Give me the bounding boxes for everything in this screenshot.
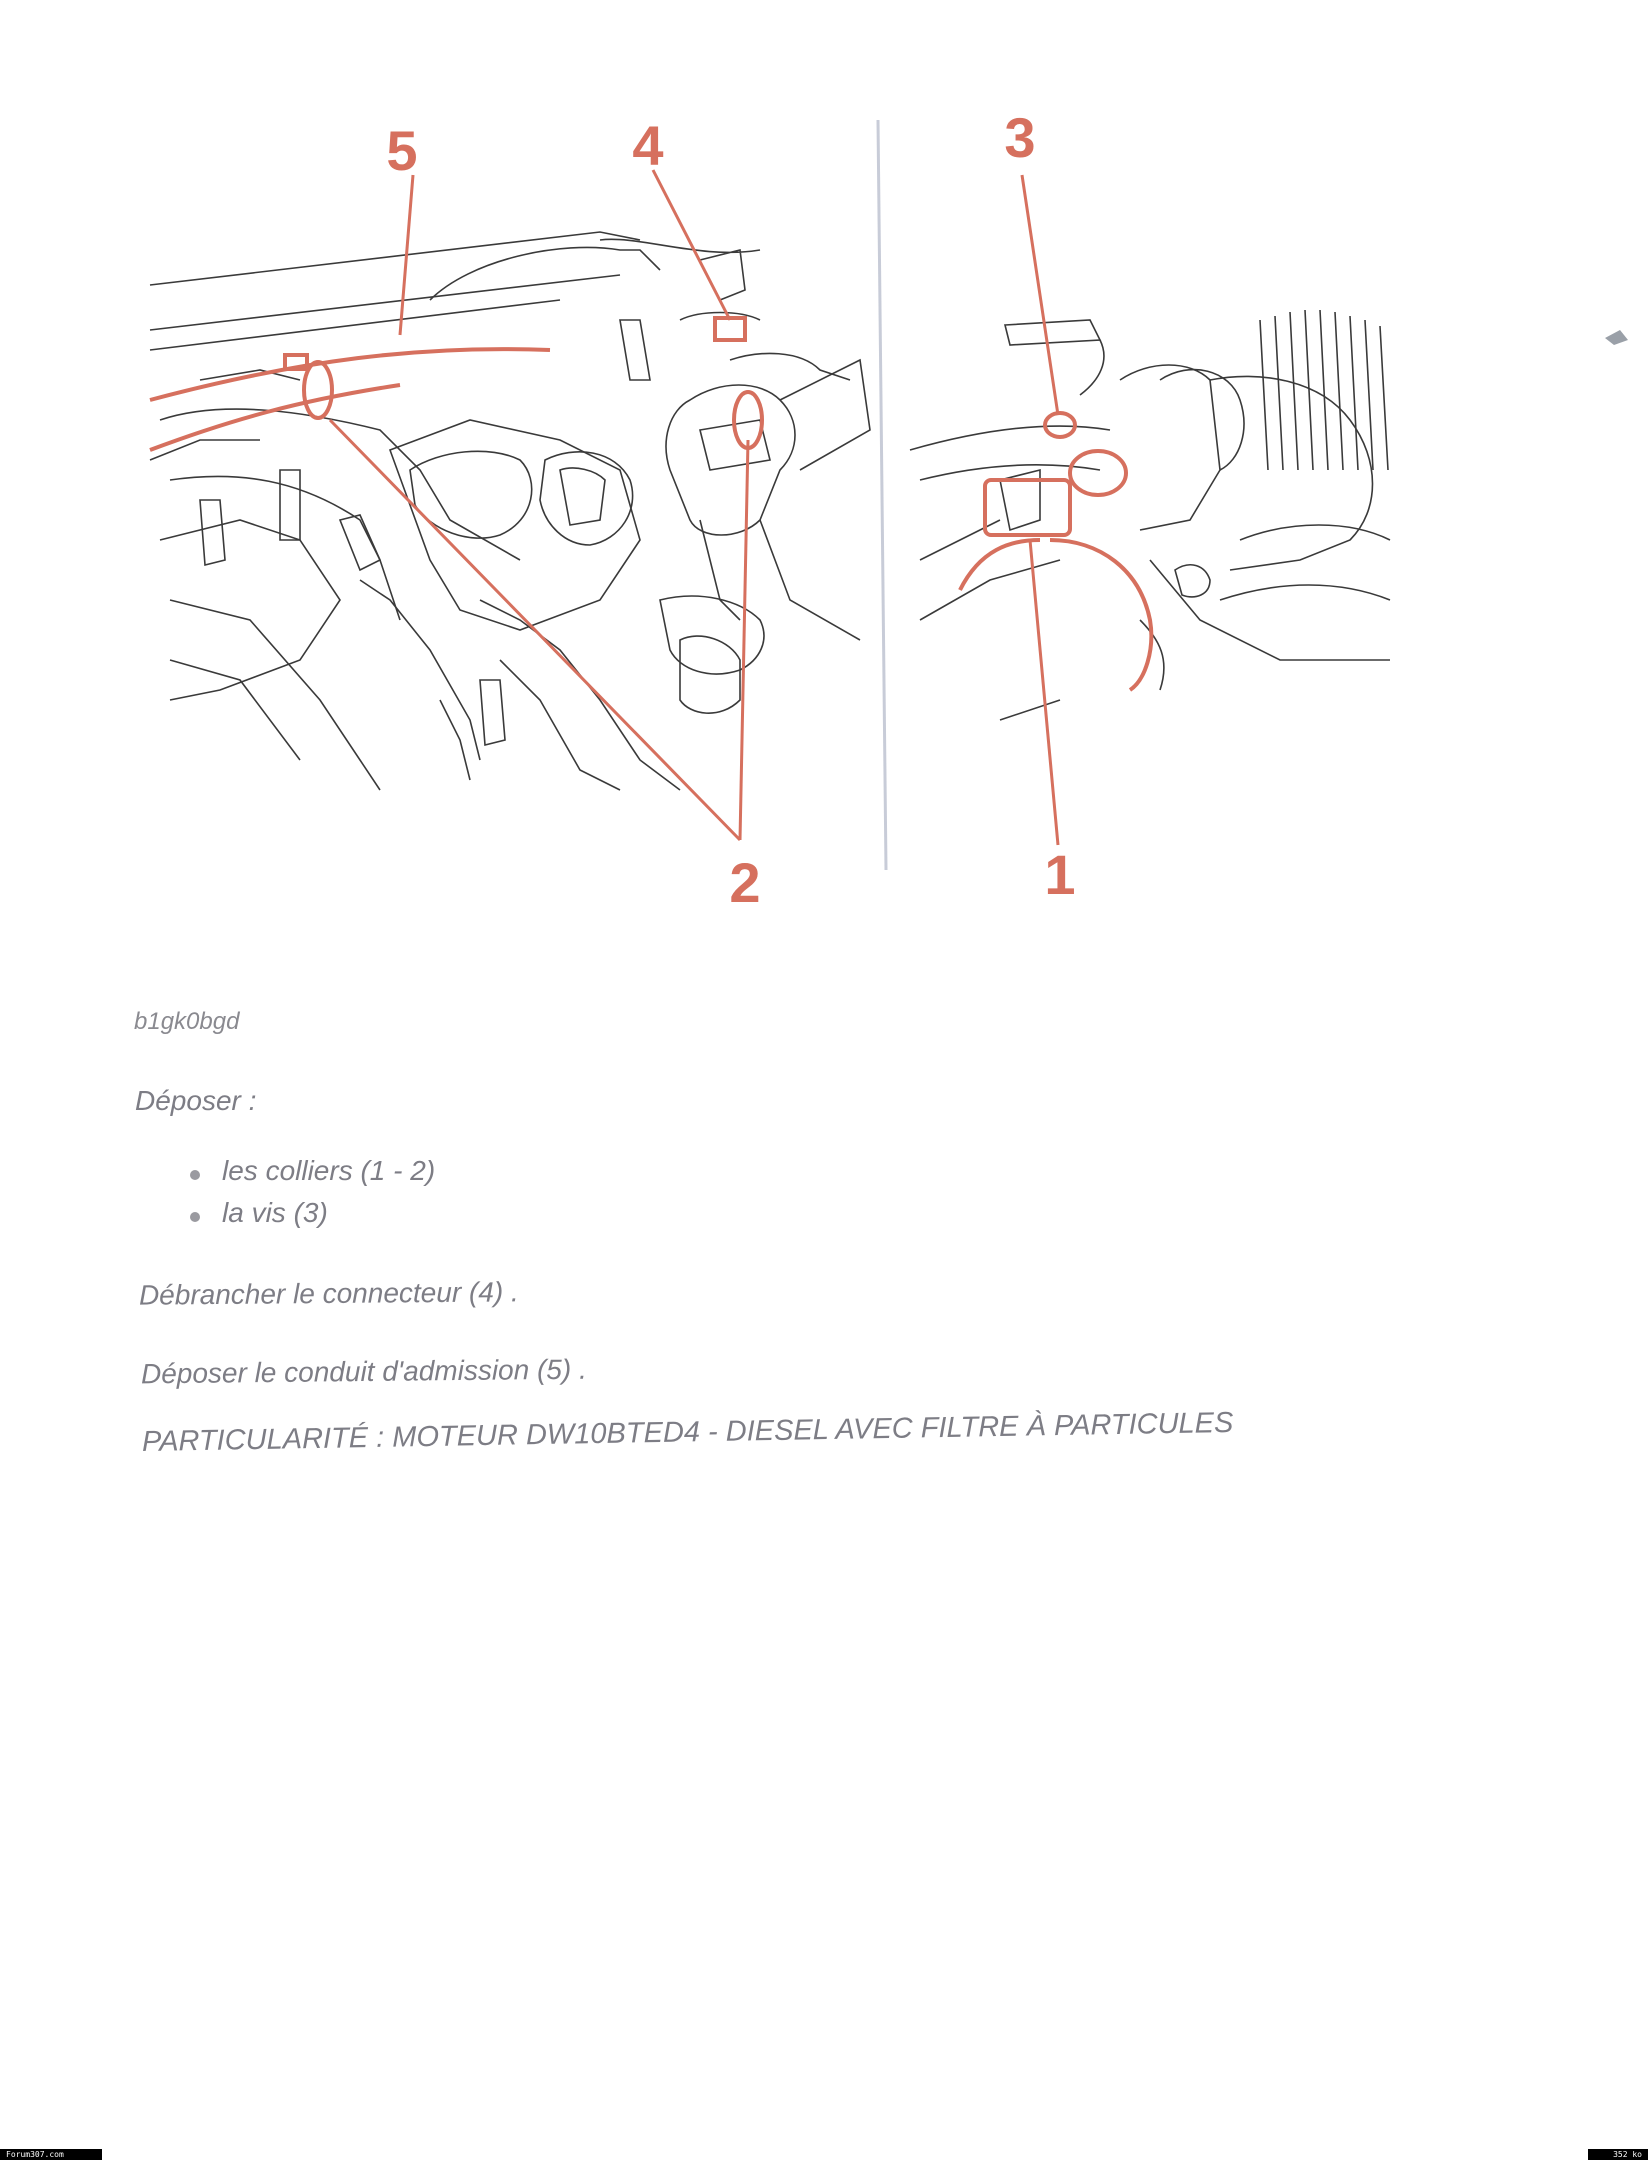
leader-lines xyxy=(330,170,1058,845)
collar-1-highlight xyxy=(960,413,1151,690)
scan-speck xyxy=(1605,330,1628,345)
instruction-list xyxy=(190,1155,435,1239)
list-item: la vis (3) xyxy=(190,1197,435,1239)
figure-caption: b1gk0bgd xyxy=(134,1008,240,1035)
callout-3: 3 xyxy=(1004,106,1036,169)
instruction-heading: Déposer : xyxy=(135,1085,257,1116)
footer-size: 352 ko xyxy=(1588,2149,1648,2160)
callout-4: 4 xyxy=(632,114,664,177)
duct-5-highlight xyxy=(150,318,762,450)
diagram-divider xyxy=(878,120,886,870)
list-item: les colliers (1 - 2) xyxy=(190,1155,435,1197)
instruction-remove-duct: Déposer le conduit d'admission (5) . xyxy=(140,1353,587,1390)
engine-diagram xyxy=(0,0,1648,920)
callout-2: 2 xyxy=(729,851,761,914)
left-engine-view xyxy=(150,232,870,790)
instruction-disconnect: Débrancher le connecteur (4) . xyxy=(138,1276,519,1311)
callout-5: 5 xyxy=(386,119,418,182)
callout-1: 1 xyxy=(1044,843,1076,906)
footer-source: Forum307.com xyxy=(0,2149,102,2160)
particularity-heading: PARTICULARITÉ : MOTEUR DW10BTED4 - DIESEL AVEC FILTRE À PARTICULES xyxy=(141,1406,1234,1458)
